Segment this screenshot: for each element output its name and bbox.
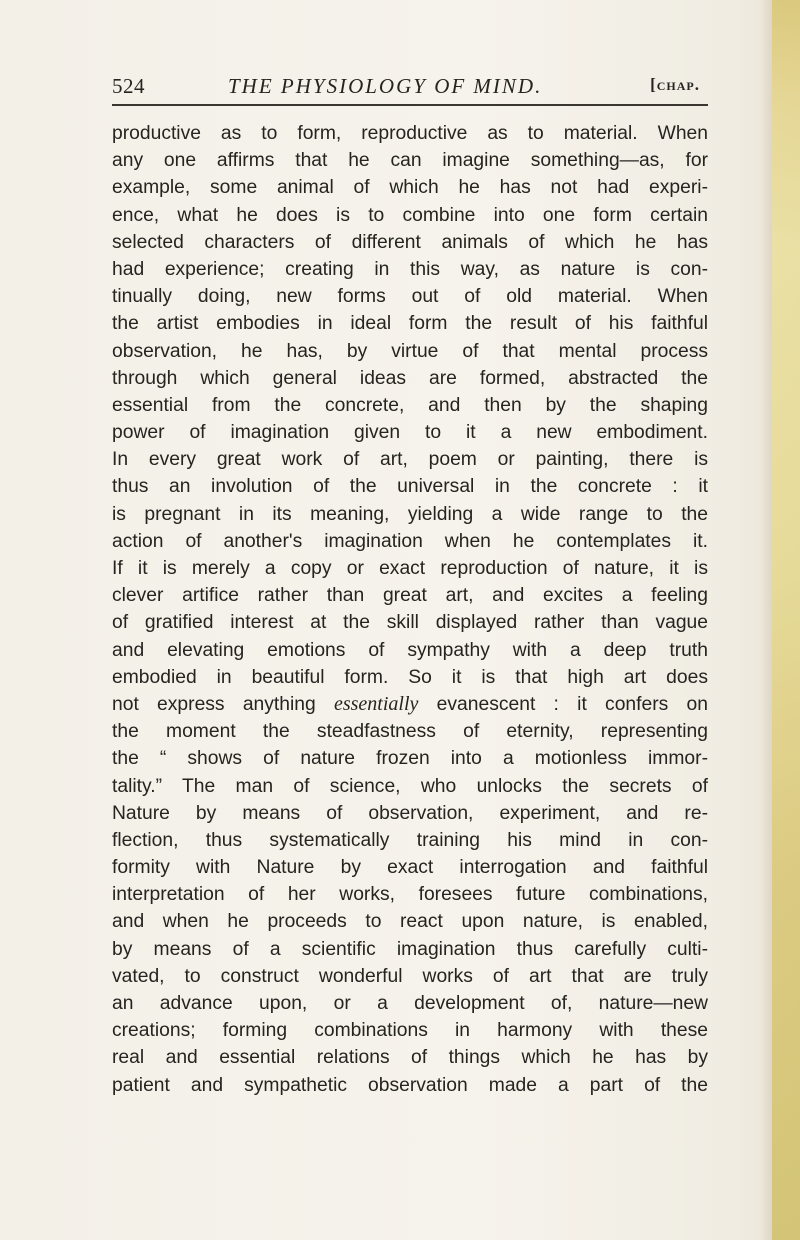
text-line: creations; forming combinations in harmony with these bbox=[112, 1020, 708, 1042]
text-line: any one affirms that he can imagine something—as, for bbox=[112, 150, 708, 172]
running-header bbox=[112, 74, 708, 100]
text-line: example, some animal of which he has not had experi- bbox=[112, 177, 708, 199]
text-line: essential from the concrete, and then by the shaping bbox=[112, 394, 708, 416]
text-line: interpretation of her works, foresees future combinations, bbox=[112, 884, 708, 906]
text-line: clever artifice rather than great art, and excites a feeling bbox=[112, 585, 708, 607]
text-line: In every great work of art, poem or painting, there is bbox=[112, 449, 708, 471]
text-line: the artist embodies in ideal form the result of his faithful bbox=[112, 313, 708, 335]
text-line: embodied in beautiful form. So it is that high art does bbox=[112, 666, 708, 688]
text-line: observation, he has, by virtue of that mental process bbox=[112, 340, 708, 362]
text-line: thus an involution of the universal in the concrete : it bbox=[112, 476, 708, 498]
text-line: tality.” The man of science, who unlocks the secrets of bbox=[112, 775, 708, 797]
text-line: real and essential relations of things which he has by bbox=[112, 1047, 708, 1069]
text-line: the “ shows of nature frozen into a motionless immor- bbox=[112, 748, 708, 770]
text-line: tinually doing, new forms out of old material. When bbox=[112, 286, 708, 308]
text-line: the moment the steadfastness of eternity, representing bbox=[112, 721, 708, 743]
text-line: selected characters of different animals of which he has bbox=[112, 231, 708, 253]
text-line: action of another's imagination when he contemplates it. bbox=[112, 530, 708, 552]
text-line: patient and sympathetic observation made a part of the bbox=[112, 1074, 708, 1096]
text-line: had experience; creating in this way, as nature is con- bbox=[112, 258, 708, 280]
text-segment: not express anything bbox=[112, 693, 334, 715]
text-line: Nature by means of observation, experiment, and re- bbox=[112, 802, 708, 824]
text-line: productive as to form, reproductive as to material. When bbox=[112, 123, 708, 144]
text-line: and when he proceeds to react upon nature, is enabled, bbox=[112, 911, 708, 933]
text-segment: evanescent : it confers on bbox=[418, 693, 708, 715]
text-line: by means of a scientific imagination thus carefully culti- bbox=[112, 938, 708, 960]
text-line: an advance upon, or a development of, nature—new bbox=[112, 993, 708, 1014]
page-number: 524 bbox=[112, 74, 145, 98]
page-edge-strip bbox=[772, 0, 800, 1240]
chapter-label: [chap. bbox=[650, 75, 700, 94]
text-line: flection, thus systematically training his mind in con- bbox=[112, 829, 708, 851]
text-line bbox=[112, 691, 708, 718]
text-line: power of imagination given to it a new embodiment. bbox=[112, 422, 708, 444]
body-text bbox=[112, 120, 708, 1099]
text-line: formity with Nature by exact interrogation and faithful bbox=[112, 857, 708, 879]
text-line: and elevating emotions of sympathy with a deep truth bbox=[112, 639, 708, 661]
header-rule bbox=[112, 104, 708, 106]
italic-emphasis: essentially bbox=[333, 692, 419, 715]
text-line: vated, to construct wonderful works of art that are truly bbox=[112, 965, 708, 987]
running-title: THE PHYSIOLOGY OF MIND. bbox=[228, 74, 543, 98]
text-line: through which general ideas are formed, abstracted the bbox=[112, 367, 708, 389]
text-line: is pregnant in its meaning, yielding a wide range to the bbox=[112, 503, 708, 525]
page-edge-shadow bbox=[760, 0, 772, 1240]
text-line: If it is merely a copy or exact reproduction of nature, it is bbox=[112, 558, 708, 579]
text-line: of gratified interest at the skill displayed rather than vague bbox=[112, 612, 708, 634]
text-line: ence, what he does is to combine into one form certain bbox=[112, 204, 708, 226]
